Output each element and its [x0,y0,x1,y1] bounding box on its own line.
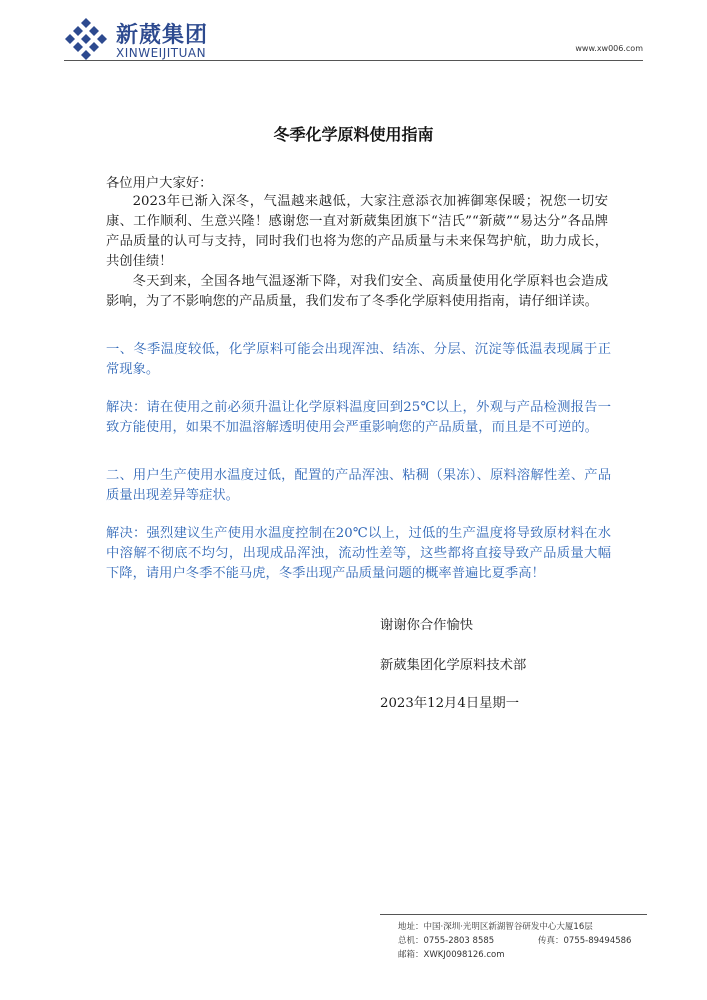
company-logo [64,14,234,64]
issue-2: 二、用户生产使用水温度过低，配置的产品浑浊、粘稠（果冻）、原料溶解性差、产品质量出现差异等症状。 [106,468,611,503]
header-divider [64,60,643,61]
footer-divider [380,914,647,915]
paragraph-1: 2023年已渐入深冬，气温越来越低，大家注意添衣加裤御寒保暖；祝您一切安康、工作顺利、生意兴隆！感谢您一直对新葳集团旗下“洁氏”“新葳”“易达分”各品牌产品质量的认可与支持，同时我们也将为您的产品质量与未来保驾护航，助力成长，共创佳绩！ [106,194,608,269]
footer-contact [398,920,648,962]
footer-email: 邮箱：XWKJ0098126.com [398,950,505,960]
solution-1: 解决：请在使用之前必须升温让化学原料温度回到25℃以上，外观与产品检测报告一致方能使用，如果不加温溶解透明使用会严重影响您的产品质量，而且是不可逆的。 [106,400,611,435]
company-name-en: XINWEIJITUAN [116,46,207,60]
department-line: 新葳集团化学原料技术部 [380,658,527,673]
thanks-line: 谢谢你合作愉快 [380,618,474,633]
date-line: 2023年12月4日星期一 [380,696,520,711]
logo-mark-icon [64,16,108,60]
footer-phone-row [398,934,648,948]
footer-phone: 总机：0755-2803 8585 [398,936,495,946]
issue-1: 一、冬季温度较低，化学原料可能会出现浑浊、结冻、分层、沉淀等低温表现属于正常现象。 [106,342,611,377]
greeting: 各位用户大家好： [106,176,213,191]
document-title: 冬季化学原料使用指南 [273,125,434,144]
intro-body [106,192,608,312]
footer-address: 地址：中国·深圳·光明区新湖智谷研发中心大厦16层 [398,922,593,932]
paragraph-2: 冬天到来，全国各地气温逐渐下降，对我们安全、高质量使用化学原料也会造成影响，为了不影响您的产品质量，我们发布了冬季化学原料使用指南，请仔细详读。 [106,274,608,309]
solution-2: 解决：强烈建议生产使用水温度控制在20℃以上，过低的生产温度将导致原材料在水中溶解不彻底不均匀，出现成品浑浊，流动性差等，这些都将直接导致产品质量大幅下降，请用户冬季不能马虎，冬季出现产品质量问题的概率普遍比夏季高！ [106,526,611,581]
footer-fax: 传真：0755-89494586 [538,936,632,946]
company-name-cn: 新葳集团 [116,23,209,48]
website-url: www.xw006.com [575,44,643,53]
